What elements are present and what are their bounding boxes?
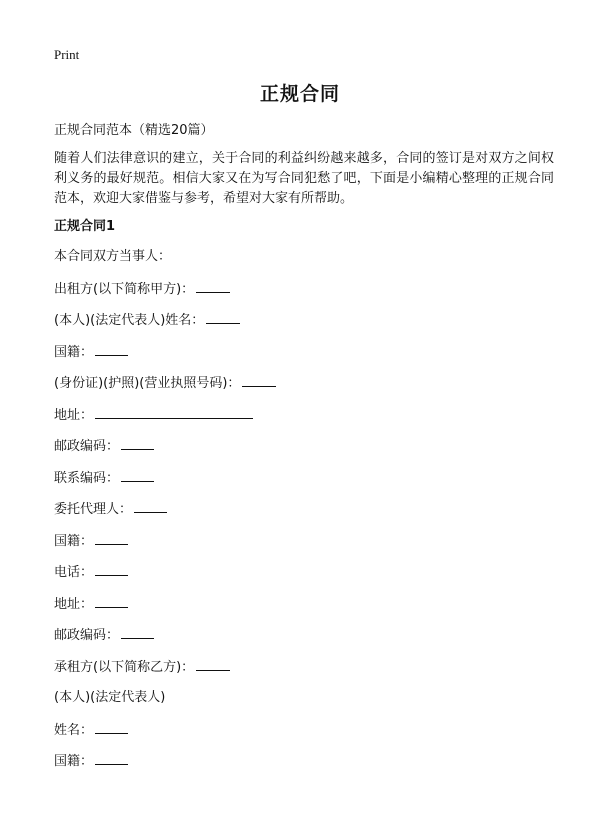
contract-field-row bbox=[54, 311, 574, 343]
fill-in-blank bbox=[95, 721, 128, 734]
contract-field-row bbox=[54, 689, 574, 721]
fill-in-blank bbox=[95, 595, 128, 608]
field-label: (身份证)(护照)(营业执照号码)： bbox=[54, 376, 241, 391]
field-label: 本合同双方当事人： bbox=[54, 249, 172, 264]
field-label: (本人)(法定代表人)姓名： bbox=[54, 313, 205, 328]
contract-field-row bbox=[54, 563, 574, 595]
field-label: 地址： bbox=[54, 407, 94, 423]
fill-in-blank bbox=[121, 437, 154, 450]
fill-in-blank bbox=[206, 311, 240, 324]
fill-in-blank bbox=[196, 280, 230, 293]
intro-paragraph: 随着人们法律意识的建立，关于合同的利益纠纷越来越多，合同的签订是对双方之间权利义务的最好规范。相信大家又在为写合同犯愁了吧，下面是小编精心整理的正规合同范本，欢迎大家借鉴与参考，希望对大家有所帮助。 bbox=[54, 151, 554, 206]
contract-field-row bbox=[54, 752, 574, 784]
contract-field-row bbox=[54, 343, 574, 375]
contract-field-row bbox=[54, 406, 574, 438]
print-link[interactable]: Print bbox=[54, 47, 80, 62]
contract-field-row bbox=[54, 248, 574, 280]
fill-in-blank bbox=[134, 500, 167, 513]
contract-field-row bbox=[54, 532, 574, 564]
field-label: 国籍： bbox=[54, 754, 94, 769]
document-subtitle: 正规合同范本（精选20篇） bbox=[54, 123, 214, 138]
contract-field-row bbox=[54, 469, 574, 501]
field-label: 国籍： bbox=[54, 533, 94, 549]
field-label: 出租方(以下简称甲方)： bbox=[54, 281, 195, 297]
contract-field-row bbox=[54, 437, 574, 469]
field-label: 姓名： bbox=[54, 722, 94, 738]
field-label: 国籍： bbox=[54, 344, 94, 360]
field-label: 地址： bbox=[54, 596, 94, 612]
field-label: 电话： bbox=[54, 565, 94, 580]
contract-field-row bbox=[54, 658, 574, 690]
field-label: 联系编码： bbox=[54, 470, 120, 486]
contract-field-row bbox=[54, 721, 574, 753]
field-label: (本人)(法定代表人) bbox=[54, 690, 166, 705]
contract-field-row bbox=[54, 626, 574, 658]
contract-fields-list bbox=[54, 248, 574, 784]
section-heading: 正规合同1 bbox=[54, 219, 116, 234]
fill-in-blank bbox=[196, 658, 230, 671]
contract-field-row bbox=[54, 500, 574, 532]
contract-field-row bbox=[54, 595, 574, 627]
contract-field-row bbox=[54, 280, 574, 312]
field-label: 邮政编码： bbox=[54, 439, 120, 454]
fill-in-blank bbox=[95, 563, 128, 576]
fill-in-blank bbox=[121, 626, 154, 639]
fill-in-blank bbox=[121, 469, 154, 482]
fill-in-blank bbox=[95, 752, 128, 765]
fill-in-blank bbox=[95, 532, 128, 545]
fill-in-blank bbox=[95, 343, 128, 356]
fill-in-blank bbox=[95, 406, 253, 419]
fill-in-blank bbox=[242, 374, 276, 387]
field-label: 委托代理人： bbox=[54, 502, 133, 517]
contract-field-row bbox=[54, 374, 574, 406]
field-label: 邮政编码： bbox=[54, 628, 120, 643]
field-label: 承租方(以下简称乙方)： bbox=[54, 659, 195, 675]
page-title: 正规合同 bbox=[259, 83, 340, 105]
